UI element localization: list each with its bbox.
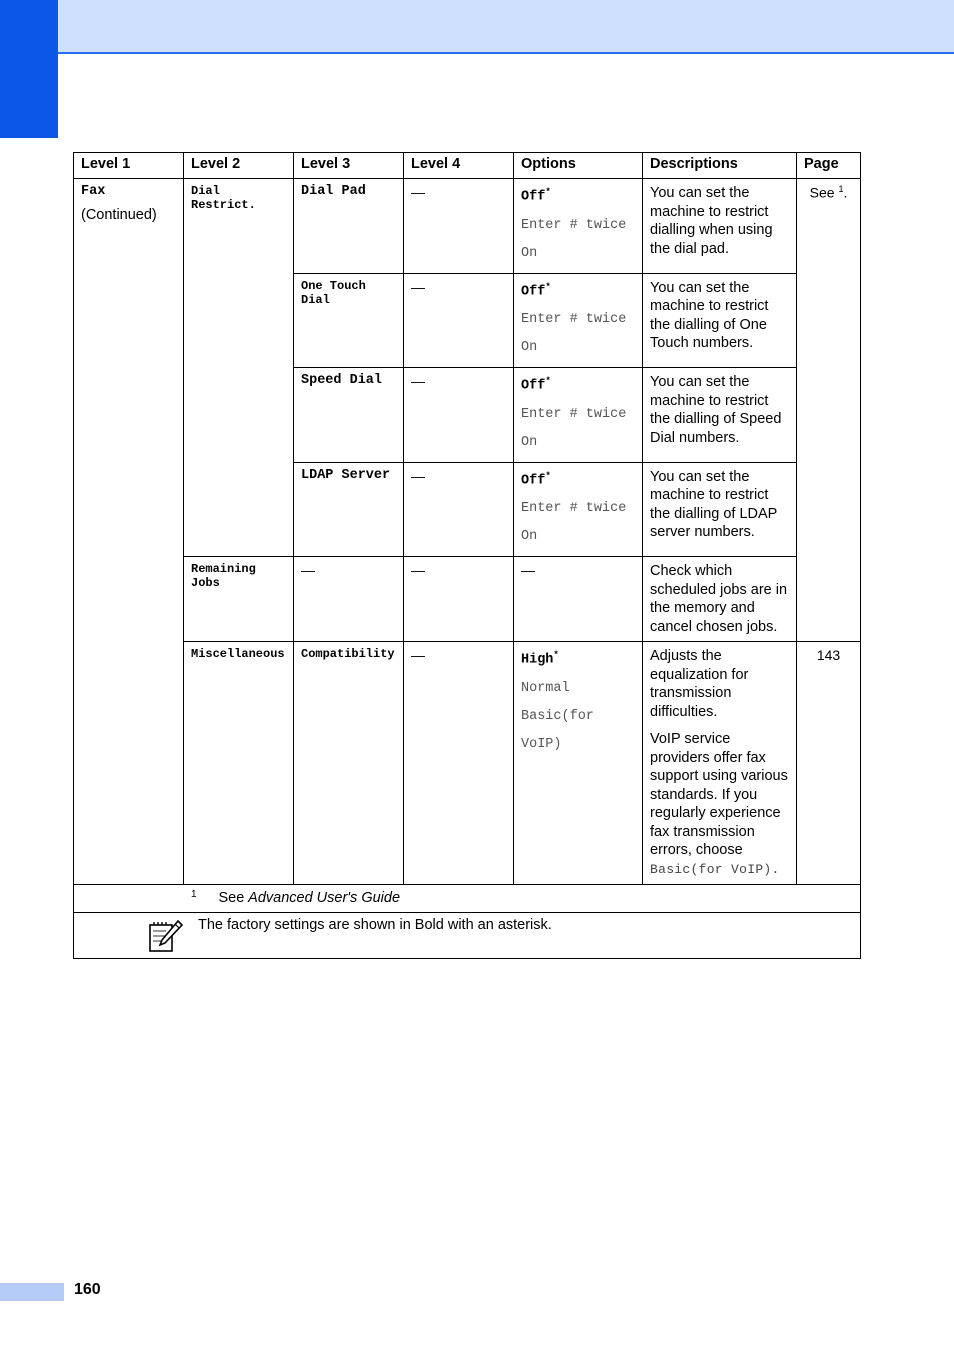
page-number: 160: [74, 1281, 101, 1298]
col-options: Options: [514, 153, 643, 179]
level1-name: Fax: [81, 184, 106, 199]
dash: —: [411, 184, 425, 200]
level2-cell: [184, 642, 294, 885]
menu-settings-table: [73, 152, 861, 959]
col-descriptions: Descriptions: [643, 153, 797, 179]
level4-cell: —: [404, 273, 514, 368]
col-level1: Level 1: [74, 153, 184, 179]
description-cell: You can set the machine to restrict the dialling of Speed Dial numbers.: [643, 368, 797, 463]
options-cell: [514, 273, 643, 368]
level2-remaining-jobs: Remaining Jobs: [191, 562, 256, 590]
option: On: [521, 434, 538, 450]
table-row: [74, 557, 861, 642]
note-row: [74, 913, 861, 959]
level3-cell: —: [294, 557, 404, 642]
col-level3: Level 3: [294, 153, 404, 179]
page-cell: [797, 642, 861, 885]
level3-cell: [294, 462, 404, 557]
options-cell: [514, 642, 643, 885]
level2-miscellaneous: Miscellaneous: [191, 647, 285, 661]
option: Enter # twice: [521, 312, 627, 327]
level4-cell: [404, 179, 514, 274]
level4-cell: —: [404, 557, 514, 642]
footnote-number: 1: [191, 889, 197, 900]
footnote-see: See: [218, 890, 245, 906]
pencil-note-icon: [148, 919, 184, 953]
col-level4: Level 4: [404, 153, 514, 179]
option-default: Off*: [521, 376, 551, 394]
level3-cell: [294, 179, 404, 274]
level3-cell: [294, 368, 404, 463]
header-band: [0, 0, 954, 54]
col-level2: Level 2: [184, 153, 294, 179]
options-cell: [514, 368, 643, 463]
level2-dial-restrict: Dial Restrict.: [191, 184, 256, 212]
option-default: Off*: [521, 281, 551, 299]
level2-cell: [184, 557, 294, 642]
col-page: Page: [797, 153, 861, 179]
option: Normal: [521, 680, 570, 696]
level1-cell: [74, 179, 184, 885]
description-code: Basic(for VoIP).: [650, 861, 780, 877]
description-paragraph: VoIP service providers offer fax support using various standards. If you regularly experience fax transmission errors, choose Basic(for VoIP).: [650, 731, 788, 877]
page-ref: 143: [816, 647, 841, 663]
option-default: High*: [521, 650, 559, 668]
page-number-bar: [0, 1283, 64, 1301]
option: On: [521, 245, 538, 261]
options-cell: —: [514, 557, 643, 642]
option: On: [521, 529, 538, 544]
options-cell: [514, 462, 643, 557]
option: On: [521, 340, 538, 355]
option: Enter # twice: [521, 217, 627, 233]
description-cell: Check which scheduled jobs are in the memory and cancel chosen jobs.: [643, 557, 797, 642]
table-row: [74, 642, 861, 885]
option-default: Off*: [521, 470, 551, 488]
level3-one-touch-dial: One Touch Dial: [301, 278, 366, 307]
option: Enter # twice: [521, 406, 627, 422]
level3-dial-pad: Dial Pad: [301, 184, 366, 199]
table-header-row: [74, 153, 861, 179]
description-cell: [643, 642, 797, 885]
description-cell: You can set the machine to restrict dialling when using the dial pad.: [643, 179, 797, 274]
description-paragraph: Adjusts the equalization for transmission difficulties.: [650, 648, 749, 720]
option-default: Off*: [521, 187, 551, 205]
table-row: [74, 179, 861, 274]
footnote-ref: 1: [838, 184, 844, 194]
level3-speed-dial: Speed Dial: [301, 373, 383, 388]
footnote-guide: Advanced User's Guide: [248, 890, 401, 906]
level3-cell: [294, 642, 404, 885]
option: Enter # twice: [521, 501, 627, 516]
level3-compatibility: Compatibility: [301, 647, 395, 661]
level3-cell: [294, 273, 404, 368]
note-text: The factory settings are shown in Bold with an asterisk.: [198, 917, 552, 933]
level3-ldap-server: LDAP Server: [301, 467, 391, 483]
level2-cell: [184, 179, 294, 557]
description-cell: You can set the machine to restrict the dialling of One Touch numbers.: [643, 273, 797, 368]
note-cell: [74, 913, 861, 959]
level4-cell: —: [404, 368, 514, 463]
level4-cell: —: [404, 462, 514, 557]
level4-cell: —: [404, 642, 514, 885]
page-cell: See $^1$.: [797, 179, 861, 642]
level1-continued: (Continued): [81, 207, 157, 223]
footnote-row: [74, 885, 861, 913]
chapter-tab: [0, 0, 58, 138]
description-cell: You can set the machine to restrict the dialling of LDAP server numbers.: [643, 462, 797, 557]
page-see: See: [809, 184, 835, 201]
footnote-cell: [74, 885, 861, 913]
option: Basic(for VoIP): [521, 708, 594, 752]
options-cell: [514, 179, 643, 274]
